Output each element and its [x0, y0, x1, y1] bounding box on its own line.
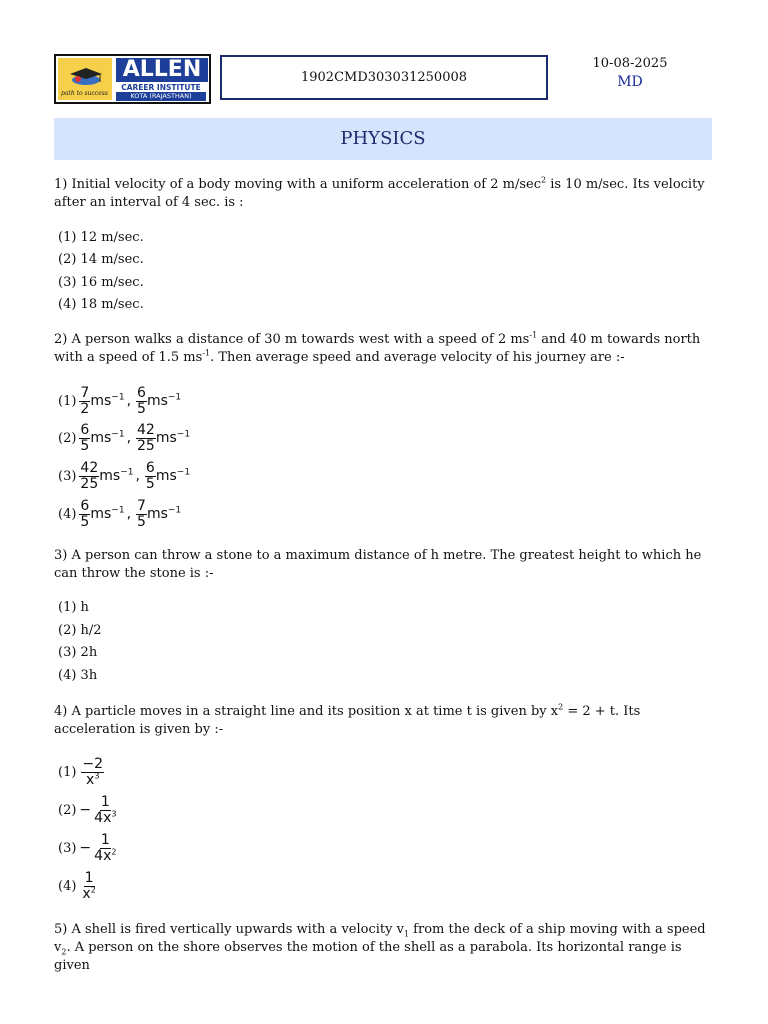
question-2: 2) A person walks a distance of 30 m towards west with a speed of 2 $ms^{-1}$ and 40 m towards north with a speed of 1.5 $ms^{-1}$. Then average speed and average velocity of his journey are :- [54, 330, 701, 365]
q3-option-2[interactable]: (2) h/2 [58, 623, 102, 638]
q3-option-3[interactable]: (3) 2h [58, 645, 98, 660]
logo-city: KOTA (RAJASTHAN) [116, 92, 206, 101]
q3-option-1[interactable]: (1) h [58, 600, 89, 615]
q4-option-2[interactable]: (2) − $\frac{1}{4x^3}$ [58, 793, 117, 826]
question-3: 3) A person can throw a stone to a maximum distance of h metre. The greatest height to which he can throw the stone is :- [54, 548, 702, 581]
question-1: 1) Initial velocity of a body moving with a uniform acceleration of 2 $m/\sec^2$ is 10 m/sec. Its velocity after an interval of 4 sec. is : [54, 175, 705, 210]
q2-option-3[interactable]: (3) $\frac{42}{25}$ $ms^{-1}$ , $\frac{6}{5}$ $ms^{-1}$ [58, 459, 191, 492]
allen-logo [54, 54, 211, 104]
paper-code: 1902CMD303031250008 [220, 55, 548, 100]
q2-option-1[interactable]: (1) $\frac{7}{2}$ $ms^{-1}$ , $\frac{6}{5}$ $ms^{-1}$ [58, 384, 182, 417]
stream-label: MD [617, 74, 643, 90]
logo-subtitle: CAREER INSTITUTE [121, 83, 201, 92]
q4-option-4[interactable]: (4) $\frac{1}{x^2}$ [58, 869, 96, 902]
subject-banner: PHYSICS [54, 118, 712, 160]
graduation-cap-icon [66, 66, 106, 86]
q1-option-4[interactable]: (4) 18 m/sec. [58, 297, 144, 312]
logo-name: ALLEN [116, 58, 208, 82]
q4-option-1[interactable]: (1) $\frac{-2}{x^3}$ [58, 755, 104, 788]
q4-option-3[interactable]: (3) − $\frac{1}{4x^2}$ [58, 831, 117, 864]
question-5: 5) A shell is fired vertically upwards with a velocity $v_1$ from the deck of a ship moving with a speed $v_2$. A person on the shore observes the motion of the shell as a parabola. Its horizontal range is given [54, 922, 706, 973]
q1-option-3[interactable]: (3) 16 m/sec. [58, 275, 144, 290]
exam-date: 10-08-2025 [592, 56, 668, 71]
logo-emblem [58, 58, 112, 100]
q2-option-4[interactable]: (4) $\frac{6}{5}$ $ms^{-1}$ , $\frac{7}{5}$ $ms^{-1}$ [58, 497, 182, 530]
question-4: 4) A particle moves in a straight line and its position x at time t is given by $x^2 = 2 + t$. Its acceleration is given by :- [54, 702, 641, 737]
logo-tagline: path to success [61, 90, 108, 97]
q3-option-4[interactable]: (4) 3h [58, 668, 98, 683]
q1-option-1[interactable]: (1) 12 m/sec. [58, 230, 144, 245]
page-header [54, 54, 714, 106]
q1-option-2[interactable]: (2) 14 m/sec. [58, 252, 144, 267]
q2-option-2[interactable]: (2) $\frac{6}{5}$ $ms^{-1}$ , $\frac{42}{25}$ $ms^{-1}$ [58, 421, 191, 454]
